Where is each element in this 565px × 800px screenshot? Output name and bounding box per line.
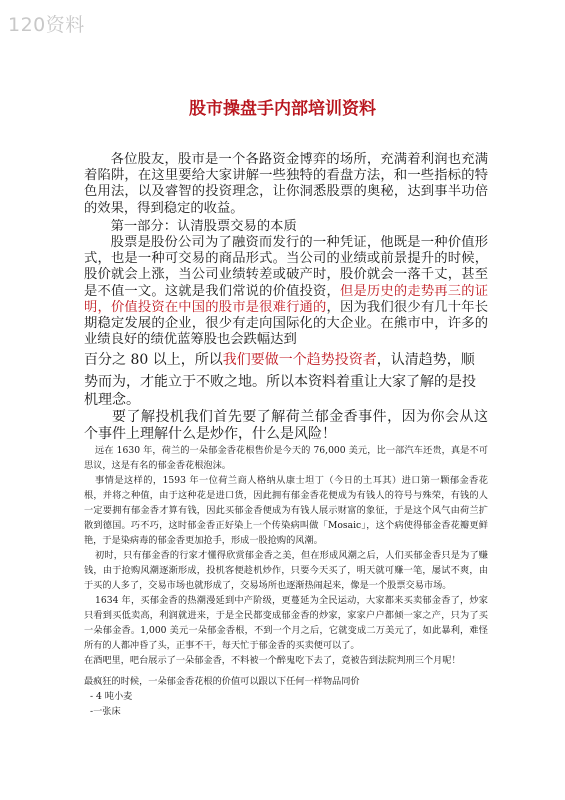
list-item: -一张床 bbox=[90, 706, 121, 718]
tulip-paragraph: 事情是这样的，1593 年一位荷兰商人格纳从康士坦丁（今日的土耳其）进口第一颗郁金香花根，并将之种值，由于这种花是进口货，因此拥有郁金香花便成为有钱人的符号与殊荣，有钱的人一定要拥有郁金香才算有钱，因此买郁金香便成为有钱人展示财富的象征，于是这个风气由荷兰扩散到德国。巧不巧，这时郁金香正好染上一个传染病叫做「Mosaic」，这个病使得郁金香花瓣更鲜艳，于是染病毒的郁金香更加抢手，形成一股抢购的风潮。 bbox=[84, 475, 488, 547]
trend-investor-line: 百分之 80 以上，所以我们要做一个趋势投资者，认清趋势，顺 bbox=[84, 352, 475, 369]
tulip-paragraph: 远在 1630 年，荷兰的一朵郁金香花根售价是今天的 76,000 美元，比一部汽车还贵，真是不可思议，这是有名的郁金香花根泡沫。 bbox=[84, 445, 488, 472]
crazy-time-line: 最疯狂的时候，一朵郁金香花根的价值可以跟以下任何一样物品同价 bbox=[84, 676, 360, 688]
tulip-intro-paragraph: 要了解投机我们首先要了解荷兰郁金香事件，因为你会从这个事件上理解什么是炒作，什么是风险！ bbox=[84, 409, 488, 442]
highlight-red: 但是历史的走势再三的证明，价值投资在中国的股市是很难行通的 bbox=[84, 283, 489, 315]
section-heading: 第一部分：认清股票交易的本质 bbox=[110, 218, 297, 234]
tulip-paragraph: 初时，只有郁金香的行家才懂得欣赏郁金香之美，但在形成风潮之后，人们买郁金香只是为了赚钱，由于抢购风潮逐渐形成，投机客便趁机炒作，只要今天买了，明天就可赚一笔，屡试不爽，由于买的人多了，交易市场也就形成了，交易场所也逐渐热闹起来，像是一个股票交易市场。 bbox=[84, 550, 488, 592]
speculation-line: 势而为，才能立于不败之地。所以本资料着重让大家了解的是投机理念。 bbox=[84, 374, 476, 409]
document-title: 股市操盘手内部培训资料 bbox=[189, 99, 376, 119]
tulip-story bbox=[84, 443, 488, 668]
highlight-trend-investor: 我们要做一个趋势投资者 bbox=[222, 352, 377, 369]
intro-paragraph: 各位股友，股市是一个各路资金博弈的场所，充满着利润也充满着陷阱，在这里要给大家讲解一些独特的看盘方法，和一些指标的特色用法，以及睿智的投资理念，让你洞悉股票的奥秘，达到事半功倍的效果，得到稳定的收益。 bbox=[84, 152, 488, 216]
tulip-paragraph: 在酒吧里，吧台展示了一朵郁金香，不料被一个醉鬼吃下去了，竟被告到法院判刑三个月呢！ bbox=[84, 655, 461, 667]
watermark: 120资料 bbox=[8, 14, 85, 36]
list-item: - 4 吨小麦 bbox=[90, 691, 133, 703]
tulip-paragraph: 1634 年，买郁金香的热潮漫延到中产阶级，更蔓延为全民运动，大家都来买卖郁金香了，炒家只看到买低卖高，利润就进来，于是全民都变成郁金香的炒家，家家户户都倾一家之产，只为了买一朵郁金香。1,000 美元一朵郁金香根，不到一个月之后，它就变成二万美元了，如此暴利，难怪所有的人都冲昏了头，正事不干，每天忙于郁金香的买卖便可以了。 bbox=[84, 595, 488, 652]
stock-nature-paragraph: 股票是股份公司为了融资而发行的一种凭证，他既是一种价值形式，也是一种可交易的商品形式。当公司的业绩或前景提升的时候，股价就会上涨，当公司业绩转差或破产时，股价就会一落千丈，甚至是不值一文。这就是我们常说的价值投资，但是历史的走势再三的证明，价值投资在中国的股市是很难行通的，因为我们很少有几十年长期稳定发展的企业，很少有走向国际化的大企业。在熊市中，许多的业绩良好的绩优蓝筹股也会跌幅达到 bbox=[84, 235, 489, 348]
document-body bbox=[84, 152, 488, 719]
